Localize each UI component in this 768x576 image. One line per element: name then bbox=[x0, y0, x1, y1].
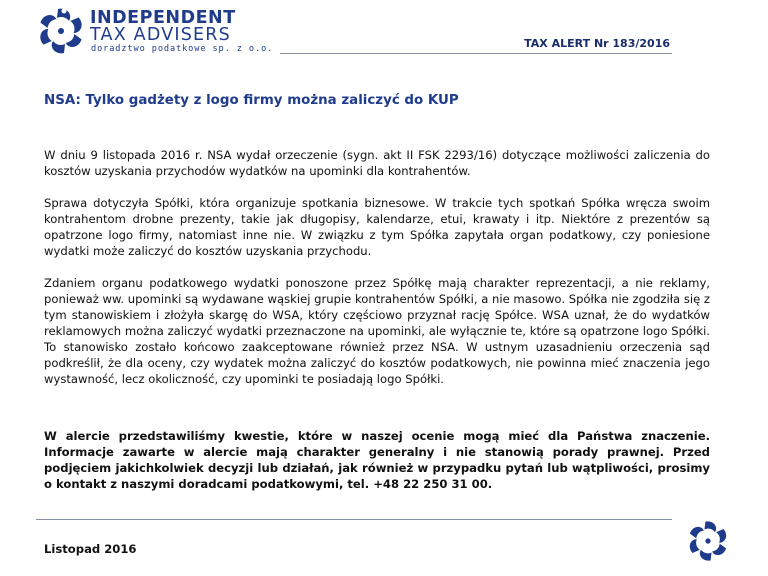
company-logo bbox=[36, 6, 276, 56]
footer-divider bbox=[36, 519, 672, 520]
alert-number: TAX ALERT Nr 183/2016 bbox=[524, 37, 670, 50]
logo-line-1: INDEPENDENT bbox=[90, 8, 236, 28]
disclaimer-notice: W alercie przedstawiliśmy kwestie, które w naszej ocenie mogą mieć dla Państwa znaczenie. Informacje zawarte w alercie mają charakter generalny i nie stanowią porady prawnej. Przed podjęciem jakichkolwiek decyzji lub działań, jak również w przypadku pytań lub wątpliwości, prosimy o kontakt z naszymi doradcami podatkowymi, tel. +48 22 250 31 00. bbox=[44, 429, 710, 491]
logo-line-2: TAX ADVISERS bbox=[90, 25, 231, 45]
swirl-logo-icon bbox=[686, 519, 730, 563]
footer-date: Listopad 2016 bbox=[44, 542, 137, 556]
swirl-logo-icon bbox=[36, 6, 86, 56]
paragraph: Sprawa dotyczyła Spółki, która organizuje spotkania biznesowe. W trakcie tych spotkań Spółka wręcza swoim kontrahentom drobne prezenty, takie jak długopisy, kalendarze, etui, krawaty i itp. Niektóre z prezentów są opatrzone logo firmy, natomiast inne nie. W związku z tym Spółka zapytała organ podatkowy, czy poniesione wydatki może zaliczyć do kosztów uzyskania przychodu. bbox=[44, 196, 710, 258]
logo-subtitle: doradztwo podatkowe sp. z o.o. bbox=[91, 44, 274, 54]
article-body bbox=[44, 147, 710, 403]
header-divider bbox=[280, 53, 672, 54]
article-title: NSA: Tylko gadżety z logo firmy można zaliczyć do KUP bbox=[44, 93, 459, 108]
paragraph: Zdaniem organu podatkowego wydatki ponoszone przez Spółkę mają charakter reprezentacji, a nie reklamy, ponieważ ww. upominki są wydawane wąskiej grupie kontrahentów Spółki, a nie masowo. Spółka nie zgodziła się z tym stanowiskiem i złożyła skargę do WSA, który częściowo przyznał rację Spółce. WSA uznał, że do wydatków reklamowych można zaliczyć wydatki przeznaczone na upominki, ale wyłącznie te, które są opatrzone logo Spółki. To stanowisko zostało końcowo zaakceptowane również przez NSA. W ustnym uzasadnieniu orzeczenia sąd podkreślił, że dla oceny, czy wydatek można zaliczyć do kosztów podatkowych, nie powinna mieć znaczenia jego wystawność, lecz okoliczność, czy upominki te posiadają logo Spółki. bbox=[44, 276, 710, 386]
paragraph: W dniu 9 listopada 2016 r. NSA wydał orzeczenie (sygn. akt II FSK 2293/16) dotyczące możliwości zaliczenia do kosztów uzyskania przychodów wydatków na upominki dla kontrahentów. bbox=[44, 148, 710, 178]
